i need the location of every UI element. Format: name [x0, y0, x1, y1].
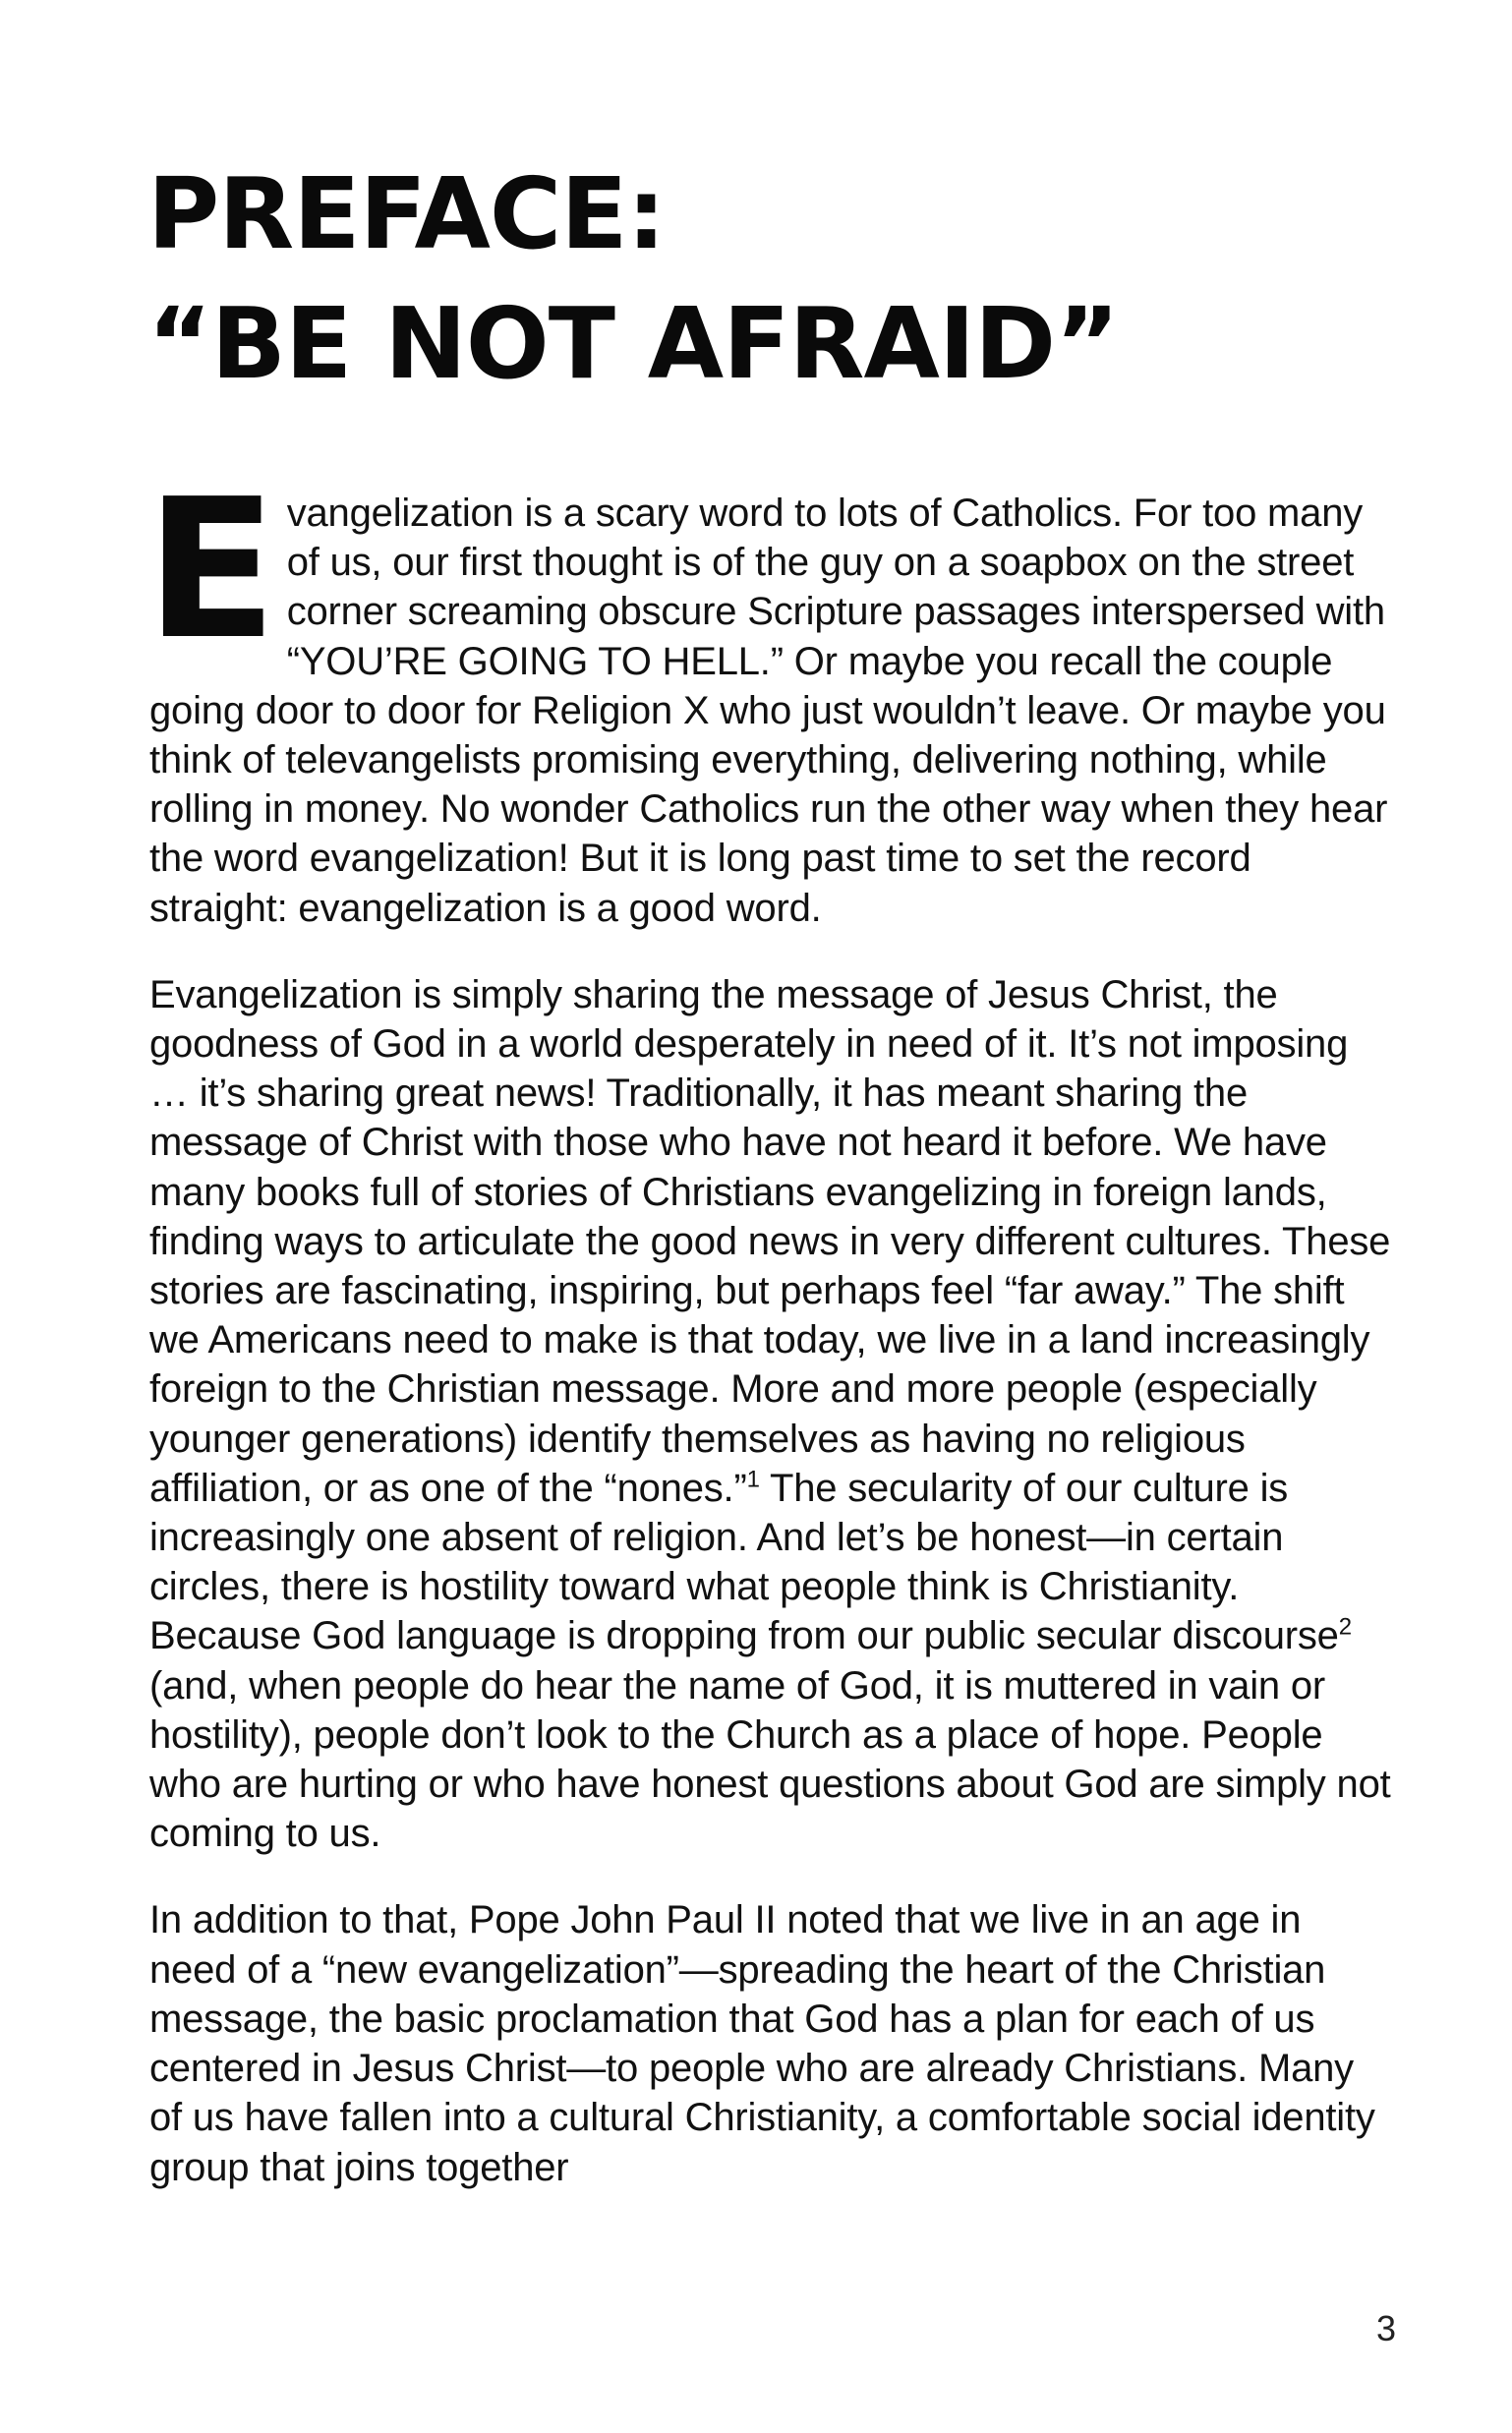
body-text	[145, 458, 1396, 2230]
paragraph-2-text-c: (and, when people do hear the name of God, it is muttered in vain or hostility), people don’t look to the Church as a place of hope. People who are hurting or who have honest questions about God are simply not coming to us.	[149, 1663, 1391, 1856]
footnote-ref-2[interactable]: 2	[1338, 1614, 1352, 1642]
paragraph-2-text-a: Evangelization is simply sharing the message of Jesus Christ, the goodness of God in a world desperately in need of it. It’s not imposing … it’s sharing great news! Traditionally, it has meant sharing the message of Christ with those who have not heard it before. We have many books full of stories of Christians evangelizing in foreign lands, finding ways to articulate the good news in very different cultures. These stories are fascinating, inspiring, but perhaps feel “far away.” The shift we Americans need to make is that today, we live in a land increasingly foreign to the Christian message. More and more people (especially younger generations) identify themselves as having no religious affiliation, or as one of the “nones.”	[149, 972, 1391, 1510]
paragraph-1	[145, 458, 1396, 933]
title-line-2: “BE NOT AFRAID”	[147, 286, 1119, 401]
paragraph-1-text: vangelization is a scary word to lots of Catholics. For too many of us, our first thought is of the guy on a soapbox on the street corner screaming obscure Scripture passages interspersed with “YOU’RE GOING TO HELL.” Or maybe you recall the couple going door to door for Religion X who just wouldn’t leave. Or maybe you think of televangelists promising everything, delivering nothing, while rolling in money. No wonder Catholics run the other way when they hear the word evangelization! But it is long past time to set the record straight: evangelization is a good word.	[149, 492, 1388, 930]
footnote-ref-1[interactable]: 1	[746, 1466, 760, 1493]
drop-cap: E	[145, 458, 277, 682]
paragraph-2-text-b: The secularity of our culture is increasingly one absent of religion. And let’s be honest—in certain circles, there is hostility toward what people think is Christianity. Because God language is dropping from our public secular discourse	[149, 1466, 1339, 1658]
page-title	[147, 149, 1119, 409]
page-number: 3	[1375, 2308, 1396, 2348]
paragraph-2	[149, 970, 1396, 1859]
title-line-1: PREFACE:	[147, 156, 666, 271]
paragraph-3	[149, 1895, 1396, 2191]
paragraph-3-text: In addition to that, Pope John Paul II noted that we live in an age in need of a “new evangelization”—spreading the heart of the Christian message, the basic proclamation that God has a plan for each of us centered in Jesus Christ—to people who are already Christians. Many of us have fallen into a cultural Christianity, a comfortable social identity group that joins together	[149, 1898, 1375, 2189]
